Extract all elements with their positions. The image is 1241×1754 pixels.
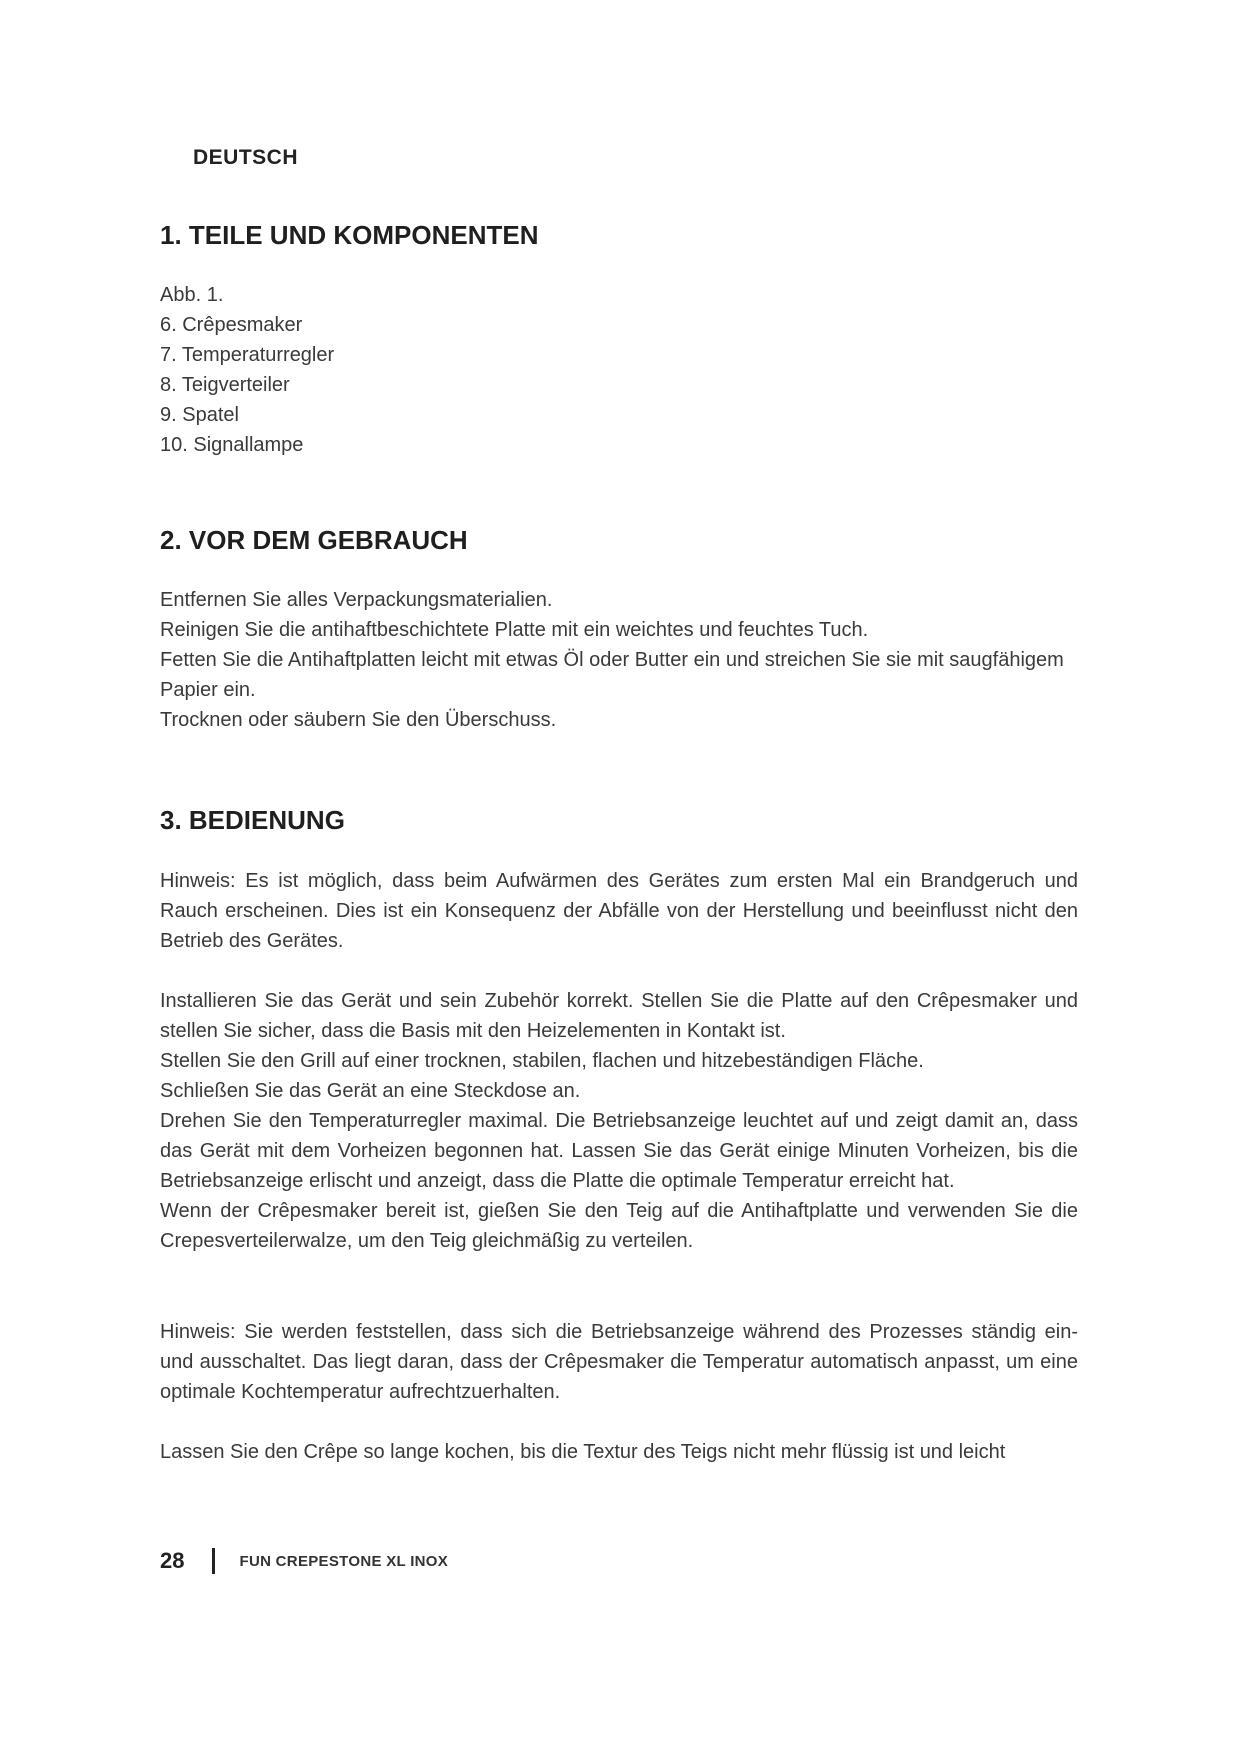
section-3-heading: 3. BEDIENUNG [160,805,345,835]
section-3-note-1 [160,866,1078,956]
language-label: DEUTSCH [193,146,299,169]
instruction-paragraph: Installieren Sie das Gerät und sein Zubehör korrekt. Stellen Sie die Platte auf den Crêpesmaker und stellen Sie sicher, dass die Basis mit den Heizelementen in Kontakt ist. [160,990,1078,1042]
note-paragraph: Hinweis: Es ist möglich, dass beim Aufwärmen des Gerätes zum ersten Mal ein Brandgeruch und Rauch erscheinen. Dies ist ein Konsequenz der Abfälle von der Herstellung und beeinflusst nicht den Betrieb des Gerätes. [160,870,1078,952]
instruction-paragraph: Stellen Sie den Grill auf einer trocknen, stabilen, flachen und hitzebeständigen Fläche. [160,1050,924,1072]
list-item: 6. Crêpesmaker [160,314,303,336]
list-item: 7. Temperaturregler [160,344,335,366]
section-1-heading: 1. TEILE UND KOMPONENTEN [160,220,539,250]
list-item: 8. Teigverteiler [160,374,290,396]
section-3-final [160,1437,1078,1467]
product-name: FUN CREPESTONE XL INOX [239,1552,449,1570]
paragraph-line: Trocknen oder säubern Sie den Überschuss. [160,709,557,731]
page-footer [160,1548,448,1574]
instruction-paragraph: Wenn der Crêpesmaker bereit ist, gießen Sie den Teig auf die Antihaftplatte und verwenden Sie die Crepesverteilerwalze, um den Teig gleichmäßig zu verteilen. [160,1200,1078,1252]
list-item: 9. Spatel [160,404,239,426]
section-3-instructions [160,986,1078,1256]
section-3-note-2 [160,1317,1078,1407]
paragraph-line: Reinigen Sie die antihaftbeschichtete Platte mit ein weichtes und feuchtes Tuch. [160,619,869,641]
instruction-paragraph: Schließen Sie das Gerät an eine Steckdose an. [160,1080,581,1102]
section-2-heading: 2. VOR DEM GEBRAUCH [160,525,468,555]
paragraph-line: Fetten Sie die Antihaftplatten leicht mit etwas Öl oder Butter ein und streichen Sie sie mit saugfähigem Papier ein. [160,649,1064,701]
final-paragraph: Lassen Sie den Crêpe so lange kochen, bis die Textur des Teigs nicht mehr flüssig ist und leicht [160,1441,1006,1463]
parts-list [160,280,1078,460]
instruction-paragraph: Drehen Sie den Temperaturregler maximal. Die Betriebsanzeige leuchtet auf und zeigt damit an, dass das Gerät mit dem Vorheizen begonnen hat. Lassen Sie das Gerät einige Minuten Vorheizen, bis die Betriebsanzeige erlischt und anzeigt, dass die Platte die optimale Temperatur erreicht hat. [160,1110,1078,1192]
list-item: 10. Signallampe [160,434,304,456]
section-2-body [160,585,1078,735]
footer-divider [212,1548,215,1574]
list-item: Abb. 1. [160,284,224,306]
note-paragraph: Hinweis: Sie werden feststellen, dass sich die Betriebsanzeige während des Prozesses ständig ein- und ausschaltet. Das liegt daran, dass der Crêpesmaker die Temperatur automatisch anpasst, um eine optimale Kochtemperatur aufrechtzuerhalten. [160,1321,1078,1403]
page-number: 28 [160,1548,185,1573]
paragraph-line: Entfernen Sie alles Verpackungsmaterialien. [160,589,553,611]
